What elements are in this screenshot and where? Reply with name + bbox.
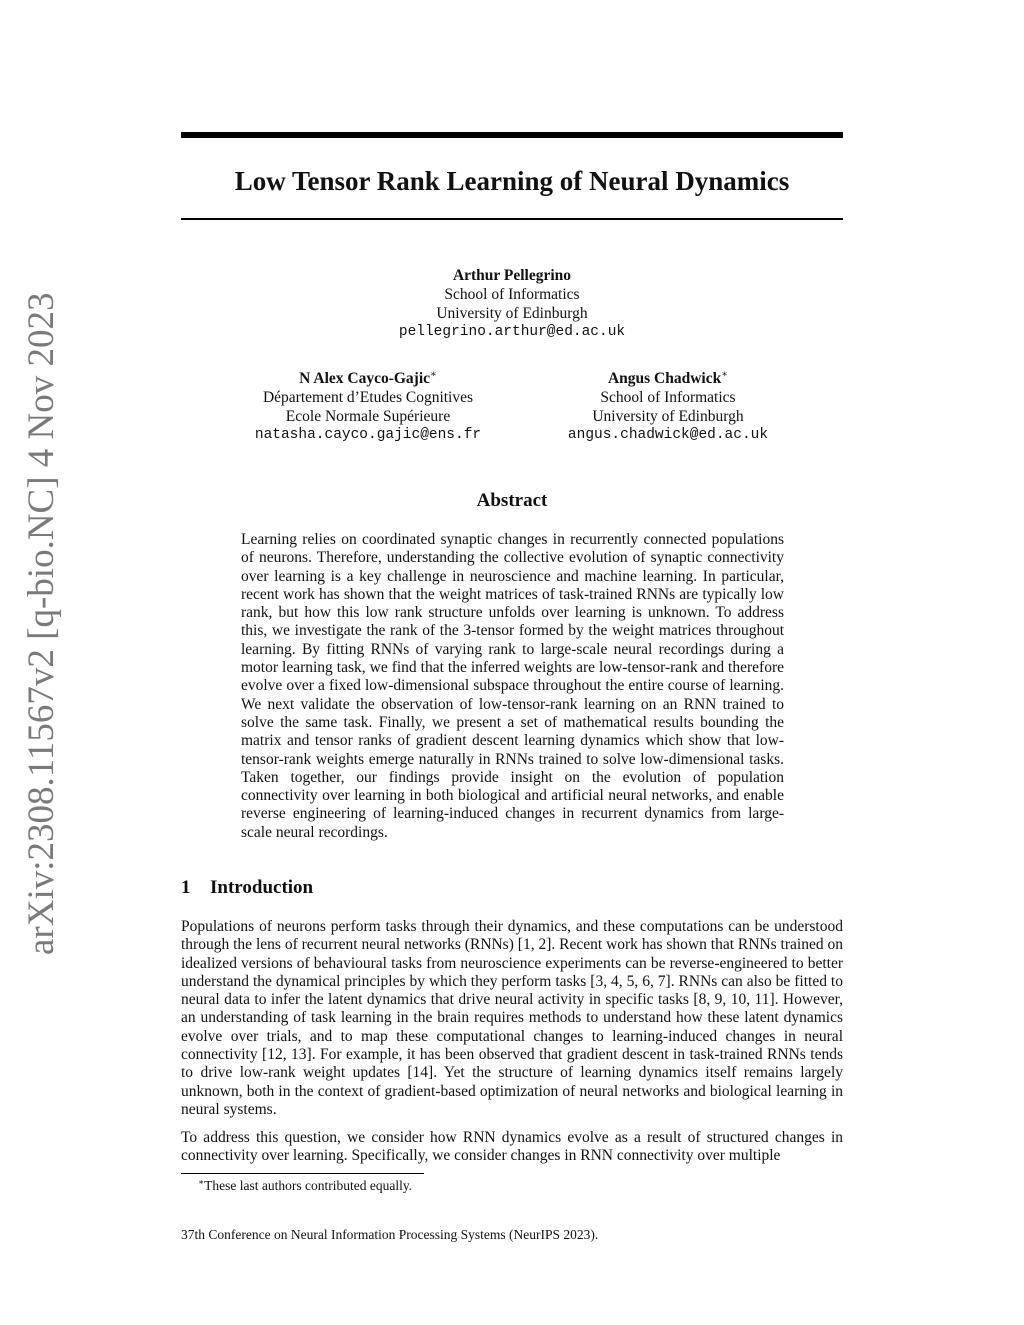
intro-paragraph-2: To address this question, we consider how RNN dynamics evolve as a result of structured changes in connectivity over learning. Specifically, we consider changes in RNN connectivity over multiple xyxy=(181,1129,843,1165)
author-affiliation: School of Informatics xyxy=(444,286,580,303)
author-affiliation: University of Edinburgh xyxy=(592,408,744,425)
abstract-text: Learning relies on coordinated synaptic changes in recurrently connected populations of neurons. Therefore, understanding the collective evolution of synaptic connectivity over learning is a key challenge in neuroscience and machine learning. In particular, recent work has shown that the weight matrices of task-trained RNNs are typically low rank, but how this low rank structure unfolds over learning is unknown. To address this, we investigate the rank of the 3-tensor formed by the weight matrices throughout learning. By fitting RNNs of varying rank to large-scale neural recordings during a motor learning task, we find that the inferred weights are low-tensor-rank and therefore evolve over a fixed low-dimensional subspace throughout the entire course of learning. We next validate the observation of low-tensor-rank learning on an RNN trained to solve the same task. Finally, we present a set of mathematical results bounding the matrix and tensor ranks of gradient descent learning dynamics which show that low-tensor-rank weights emerge naturally in RNNs trained to solve low-dimensional tasks. Taken together, our findings provide insight on the evolution of population connectivity over learning in both biological and artificial neural networks, and enable reverse engineering of learning-induced changes in recurrent dynamics from large-scale neural recordings. xyxy=(241,531,784,841)
author-name: Arthur Pellegrino xyxy=(452,267,572,284)
author-email: pellegrino.arthur@ed.ac.uk xyxy=(398,324,626,340)
footnote-text: These last authors contributed equally. xyxy=(204,1178,413,1193)
author-affiliation: Ecole Normale Supérieure xyxy=(285,408,451,425)
footnote-rule xyxy=(181,1173,424,1174)
author-name: Angus Chadwick∗ xyxy=(607,369,729,387)
venue-note: 37th Conference on Neural Information Processing Systems (NeurIPS 2023). xyxy=(181,1227,599,1242)
author-block-3 xyxy=(518,369,818,445)
author-footnote-mark: ∗ xyxy=(430,369,437,380)
section-number: 1 xyxy=(181,877,191,898)
author-email: natasha.cayco.gajic@ens.fr xyxy=(254,427,482,443)
title-rule-bottom xyxy=(181,218,843,220)
paper-title: Low Tensor Rank Learning of Neural Dynamics xyxy=(234,166,790,196)
footnote xyxy=(198,1177,838,1194)
author-footnote-mark: ∗ xyxy=(721,369,729,380)
section-title: Introduction xyxy=(210,877,314,898)
section-heading-introduction xyxy=(181,876,843,900)
arxiv-stamp: arXiv:2308.11567v2 [q-bio.NC] 4 Nov 2023 xyxy=(21,292,62,955)
author-name: N Alex Cayco-Gajic∗ xyxy=(299,369,437,387)
author-block-1 xyxy=(362,266,662,342)
author-block-2 xyxy=(218,369,518,445)
author-affiliation: Département d’Etudes Cognitives xyxy=(262,389,474,406)
author-affiliation: University of Edinburgh xyxy=(436,305,588,322)
footnote-mark: ∗ xyxy=(198,1177,205,1187)
author-email: angus.chadwick@ed.ac.uk xyxy=(567,427,769,443)
title-rule-top xyxy=(181,132,843,138)
intro-paragraph-1: Populations of neurons perform tasks through their dynamics, and these computations can be understood through the lens of recurrent neural networks (RNNs) [1, 2]. Recent work has shown that RNNs trained on idealized versions of behavioural tasks from neuroscience experiments can be reverse-engineered to better understand the dynamical principles by which they perform tasks [3, 4, 5, 6, 7]. RNNs can also be fitted to neural data to infer the latent dynamics that drive neural activity in specific tasks [8, 9, 10, 11]. However, an understanding of task learning in the brain requires methods to understand how these latent dynamics evolve over trials, and to map these computational changes to learning-induced changes in neural connectivity [12, 13]. For example, it has been observed that gradient descent in task-trained RNNs tends to drive low-rank weight updates [14]. Yet the structure of learning dynamics itself remains largely unknown, both in the context of gradient-based optimization of neural networks and biological learning in neural systems. xyxy=(181,918,843,1118)
author-affiliation: School of Informatics xyxy=(600,389,736,406)
abstract-heading: Abstract xyxy=(476,490,548,511)
